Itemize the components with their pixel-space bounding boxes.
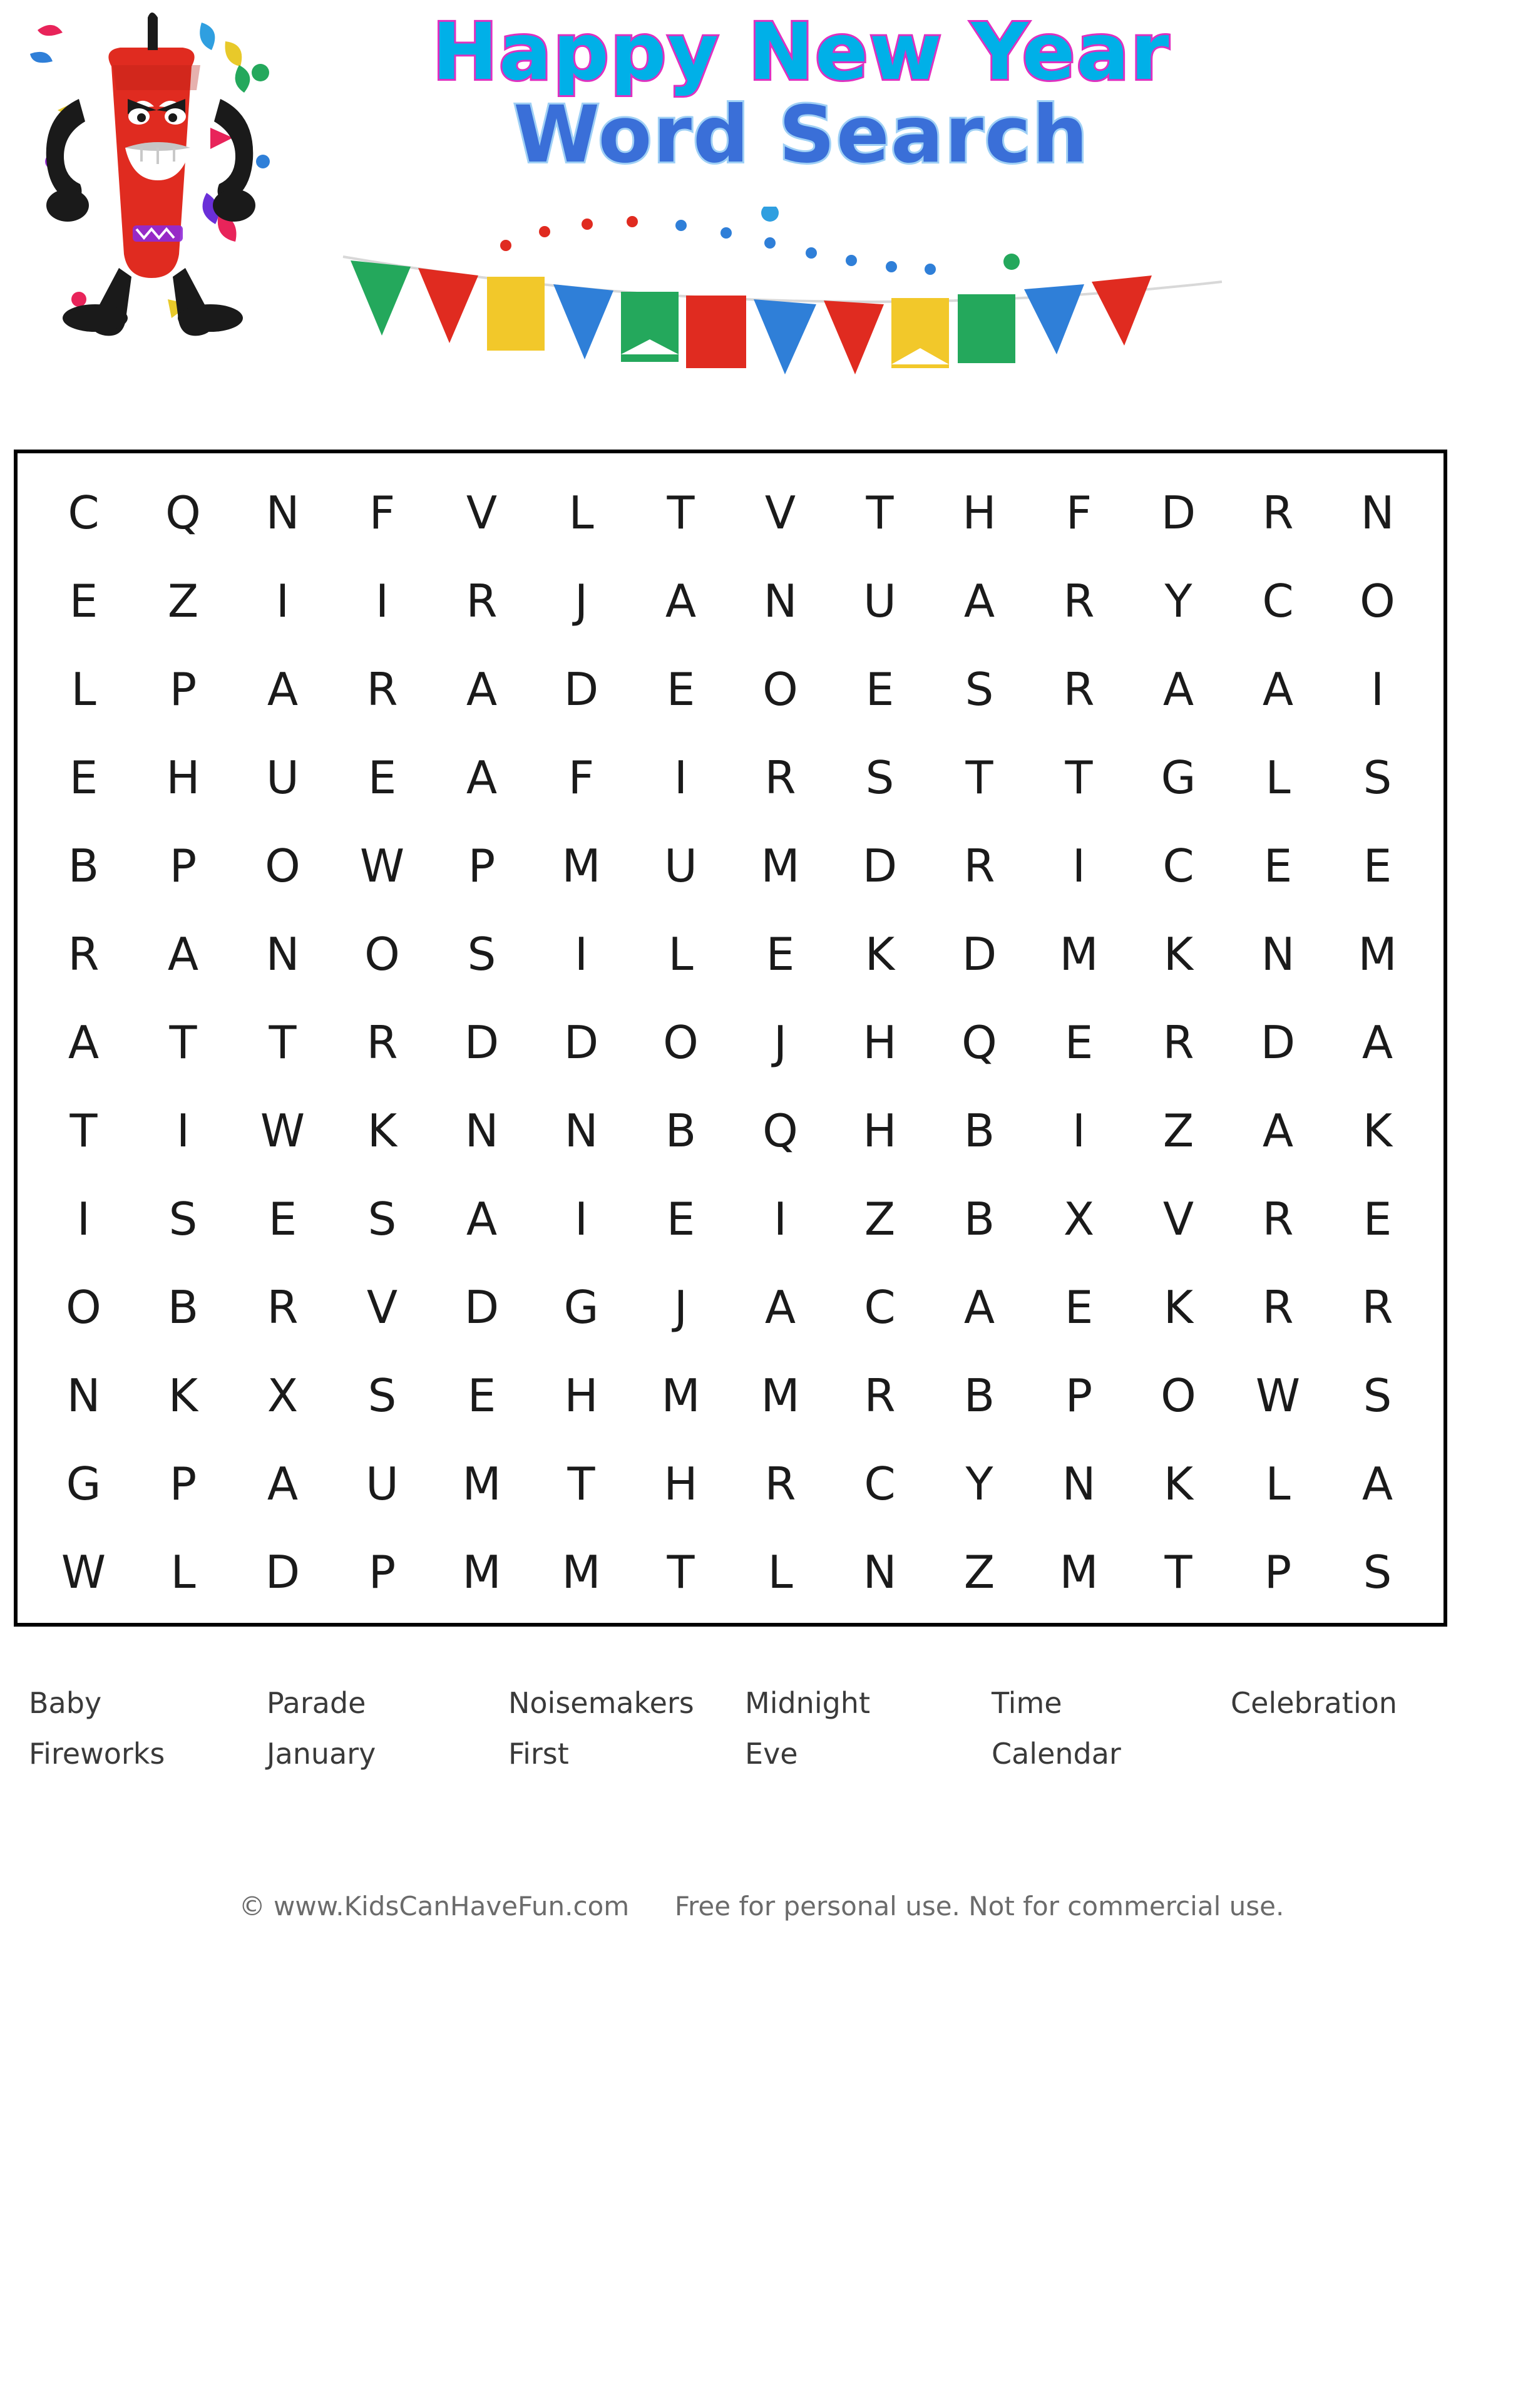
grid-cell-r2-c6[interactable]: J [574,574,588,627]
grid-cell-r7-c7[interactable]: O [663,1016,699,1069]
grid-cell-r4-c5[interactable]: A [466,751,498,804]
grid-cell-r8-c5[interactable]: N [464,1104,499,1158]
grid-cell-r8-c9[interactable]: H [863,1104,897,1158]
grid-cell-r2-c11[interactable]: R [1063,574,1095,627]
grid-cell-r6-c11[interactable]: M [1059,927,1099,980]
grid-cell-r12-c7[interactable]: H [664,1458,698,1511]
grid-cell-r2-c4[interactable]: I [375,574,389,627]
grid-cell-r5-c1[interactable]: B [68,839,100,892]
grid-cell-r3-c14[interactable]: I [1370,662,1385,716]
grid-cell-r1-c11[interactable]: F [1065,486,1092,539]
grid-cell-r8-c13[interactable]: A [1262,1104,1294,1158]
page-title-line-2: Word Search [513,89,1089,180]
page-title [332,7,1271,180]
grid-cell-r7-c10[interactable]: Q [961,1016,997,1069]
grid-cell-r6-c8[interactable]: E [766,927,795,980]
word-list-column-4 [745,1678,870,1779]
grid-cell-r7-c1[interactable]: A [68,1016,100,1069]
grid-cell-r8-c10[interactable]: B [963,1104,995,1158]
word-search-grid[interactable] [14,450,1447,1627]
grid-cell-r13-c14[interactable]: S [1363,1546,1392,1599]
grid-cell-r13-c1[interactable]: W [61,1546,106,1599]
grid-cell-r1-c4[interactable]: F [369,486,396,539]
grid-cell-r8-c2[interactable]: I [176,1104,190,1158]
grid-cell-r4-c10[interactable]: T [965,751,993,804]
grid-cell-r9-c13[interactable]: R [1262,1193,1294,1246]
grid-cell-r11-c10[interactable]: B [963,1369,995,1423]
word-list-column-1 [29,1678,165,1779]
grid-cell-r3-c10[interactable]: S [965,662,994,716]
grid-cell-r1-c12[interactable]: D [1161,486,1196,539]
grid-cell-r1-c10[interactable]: H [962,486,997,539]
grid-cell-r3-c7[interactable]: E [666,662,695,716]
grid-cell-r13-c12[interactable]: T [1164,1546,1192,1599]
grid-cell-r13-c10[interactable]: Z [963,1546,995,1599]
grid-cell-r7-c2[interactable]: T [169,1016,197,1069]
grid-cell-r4-c6[interactable]: F [568,751,595,804]
list-item: Calendar [992,1736,1121,1771]
grid-cell-r7-c5[interactable]: D [464,1016,500,1069]
grid-cell-r4-c7[interactable]: I [674,751,688,804]
grid-cell-r3-c9[interactable]: E [865,662,895,716]
grid-cell-r13-c11[interactable]: M [1059,1546,1099,1599]
grid-cell-r10-c9[interactable]: C [864,1281,896,1334]
word-list-column-3 [508,1678,694,1779]
grid-cell-r13-c13[interactable]: P [1264,1546,1292,1599]
grid-cell-r10-c2[interactable]: B [167,1281,199,1334]
copyright-text: © www.KidsCanHaveFun.com [238,1891,630,1922]
grid-cell-r10-c8[interactable]: A [764,1281,796,1334]
grid-cell-r13-c7[interactable]: T [667,1546,695,1599]
grid-cell-r12-c12[interactable]: K [1163,1458,1194,1511]
grid-cell-r10-c11[interactable]: E [1064,1281,1094,1334]
grid-cell-r11-c2[interactable]: K [168,1369,198,1423]
grid-cell-r13-c8[interactable]: L [767,1546,793,1599]
grid-cell-r5-c2[interactable]: P [169,839,197,892]
grid-cell-r3-c12[interactable]: A [1162,662,1194,716]
grid-cell-r11-c6[interactable]: H [564,1369,598,1423]
grid-cell-r9-c14[interactable]: E [1363,1193,1392,1246]
grid-cell-r13-c5[interactable]: M [462,1546,501,1599]
grid-cell-r3-c3[interactable]: A [267,662,299,716]
grid-cell-r9-c12[interactable]: V [1162,1193,1194,1246]
grid-cell-r10-c4[interactable]: V [366,1281,398,1334]
word-list-column-5 [992,1678,1121,1779]
grid-cell-r12-c6[interactable]: T [567,1458,595,1511]
grid-cell-r1-c3[interactable]: N [265,486,300,539]
grid-cell-r8-c12[interactable]: Z [1162,1104,1194,1158]
grid-cell-r8-c14[interactable]: K [1362,1104,1393,1158]
grid-cell-r6-c13[interactable]: N [1261,927,1295,980]
grid-cell-r10-c5[interactable]: D [464,1281,500,1334]
grid-cell-r10-c7[interactable]: J [674,1281,688,1334]
word-list-column-6 [1231,1678,1397,1729]
grid-cell-r9-c2[interactable]: S [168,1193,198,1246]
grid-cell-r12-c10[interactable]: Y [965,1458,993,1511]
grid-cell-r5-c7[interactable]: U [664,839,697,892]
grid-cell-r12-c1[interactable]: G [66,1458,101,1511]
grid-cell-r1-c14[interactable]: N [1360,486,1395,539]
grid-cell-r2-c5[interactable]: R [466,574,498,627]
grid-cell-r6-c9[interactable]: K [864,927,895,980]
grid-cell-r4-c3[interactable]: U [266,751,299,804]
grid-cell-r13-c4[interactable]: P [368,1546,396,1599]
grid-cell-r2-c3[interactable]: I [275,574,290,627]
grid-cell-r13-c9[interactable]: N [863,1546,897,1599]
grid-cell-r7-c6[interactable]: D [563,1016,599,1069]
grid-cell-r8-c11[interactable]: I [1072,1104,1086,1158]
grid-cell-r6-c14[interactable]: M [1358,927,1397,980]
grid-cell-r4-c1[interactable]: E [69,751,98,804]
grid-cell-r2-c12[interactable]: Y [1164,574,1192,627]
grid-cell-r4-c12[interactable]: G [1161,751,1196,804]
grid-cell-r2-c10[interactable]: A [963,574,995,627]
list-item: Baby [29,1686,102,1720]
grid-cell-r9-c9[interactable]: Z [864,1193,896,1246]
grid-cell-r6-c6[interactable]: I [574,927,588,980]
list-item: Fireworks [29,1736,165,1771]
grid-cell-r8-c1[interactable]: T [69,1104,98,1158]
grid-cell-r5-c3[interactable]: O [265,839,300,892]
grid-cell-r4-c8[interactable]: R [764,751,796,804]
grid-cell-r5-c8[interactable]: M [761,839,800,892]
grid-cell-r9-c6[interactable]: I [574,1193,588,1246]
grid-cell-r3-c8[interactable]: O [762,662,798,716]
grid-cell-r12-c8[interactable]: R [764,1458,796,1511]
grid-cell-r1-c5[interactable]: V [466,486,498,539]
list-item: Parade [267,1686,366,1720]
grid-cell-r5-c9[interactable]: D [862,839,898,892]
grid-cell-r5-c11[interactable]: I [1072,839,1086,892]
grid-cell-r9-c3[interactable]: E [268,1193,297,1246]
footer-credit [0,1891,1523,1922]
grid-cell-r11-c5[interactable]: E [467,1369,496,1423]
grid-cell-r10-c12[interactable]: K [1163,1281,1194,1334]
grid-cell-r11-c3[interactable]: X [267,1369,299,1423]
grid-cell-r4-c13[interactable]: L [1265,751,1291,804]
grid-cell-r7-c4[interactable]: R [366,1016,398,1069]
grid-cell-r9-c10[interactable]: B [963,1193,995,1246]
grid-cell-r7-c12[interactable]: R [1162,1016,1194,1069]
grid-cell-r11-c9[interactable]: R [864,1369,896,1423]
grid-cell-r3-c13[interactable]: A [1262,662,1294,716]
grid-cell-r13-c3[interactable]: D [265,1546,300,1599]
grid-cell-r1-c8[interactable]: V [764,486,796,539]
grid-cell-r4-c4[interactable]: E [367,751,397,804]
grid-cell-r9-c1[interactable]: I [76,1193,91,1246]
grid-cell-r13-c2[interactable]: L [170,1546,196,1599]
grid-cell-r12-c3[interactable]: A [267,1458,299,1511]
grid-cell-r7-c11[interactable]: E [1064,1016,1094,1069]
grid-cell-r1-c6[interactable]: L [568,486,594,539]
grid-cell-r5-c10[interactable]: R [963,839,995,892]
grid-cell-r5-c14[interactable]: E [1363,839,1392,892]
word-list-column-2 [267,1678,376,1779]
list-item: Midnight [745,1686,870,1720]
grid-cell-r4-c14[interactable]: S [1363,751,1392,804]
grid-cell-r3-c4[interactable]: R [366,662,398,716]
grid-cell-r6-c1[interactable]: R [68,927,100,980]
grid-cell-r10-c14[interactable]: R [1361,1281,1393,1334]
grid-cell-r12-c13[interactable]: L [1265,1458,1291,1511]
grid-cell-r7-c8[interactable]: J [773,1016,787,1069]
grid-cell-r11-c13[interactable]: W [1255,1369,1301,1423]
grid-cell-r4-c2[interactable]: H [166,751,200,804]
grid-cell-r6-c12[interactable]: K [1163,927,1194,980]
page-title-line-1: Happy New Year [432,7,1171,98]
party-bunting-icon [338,207,1227,376]
grid-cell-r2-c1[interactable]: E [69,574,98,627]
grid-cell-r10-c10[interactable]: A [963,1281,995,1334]
grid-cell-r9-c8[interactable]: I [773,1193,787,1246]
grid-cell-r12-c2[interactable]: P [169,1458,197,1511]
grid-cell-r1-c9[interactable]: T [866,486,894,539]
grid-cell-r10-c6[interactable]: G [563,1281,599,1334]
grid-cell-r1-c2[interactable]: Q [165,486,201,539]
grid-cell-r3-c11[interactable]: R [1063,662,1095,716]
grid-cell-r2-c7[interactable]: A [665,574,697,627]
list-item: Noisemakers [508,1686,694,1720]
grid-cell-r5-c6[interactable]: M [562,839,601,892]
list-item: First [508,1736,569,1771]
grid-cell-r1-c13[interactable]: R [1262,486,1294,539]
grid-cell-r3-c6[interactable]: D [563,662,599,716]
grid-cell-r8-c7[interactable]: B [665,1104,697,1158]
grid-cell-r2-c9[interactable]: U [863,574,896,627]
list-item: Time [992,1686,1062,1720]
list-item: Eve [745,1736,798,1771]
page-header [0,0,1523,419]
grid-cell-r11-c12[interactable]: O [1161,1369,1196,1423]
grid-cell-r6-c4[interactable]: O [364,927,400,980]
grid-cell-r9-c4[interactable]: S [367,1193,397,1246]
grid-cell-r1-c7[interactable]: T [667,486,695,539]
grid-cell-r6-c2[interactable]: A [167,927,199,980]
grid-cell-r11-c7[interactable]: M [661,1369,700,1423]
grid-cell-r13-c6[interactable]: M [562,1546,601,1599]
grid-cell-r7-c14[interactable]: A [1361,1016,1393,1069]
grid-cell-r11-c1[interactable]: N [66,1369,101,1423]
grid-cell-r2-c8[interactable]: N [763,574,797,627]
grid-cell-r11-c11[interactable]: P [1065,1369,1093,1423]
noisemaker-horn-mascot-icon [19,5,294,343]
grid-cell-r2-c2[interactable]: Z [167,574,199,627]
grid-cell-r6-c3[interactable]: N [265,927,300,980]
grid-cell-r2-c14[interactable]: O [1360,574,1395,627]
list-item: Celebration [1231,1686,1397,1720]
grid-cell-r4-c9[interactable]: S [865,751,895,804]
grid-cell-r3-c1[interactable]: L [71,662,96,716]
grid-cell-r8-c4[interactable]: K [367,1104,397,1158]
grid-cell-r8-c8[interactable]: Q [762,1104,798,1158]
grid-cell-r5-c13[interactable]: E [1263,839,1293,892]
grid-cell-r5-c5[interactable]: P [468,839,496,892]
grid-cell-r8-c3[interactable]: W [260,1104,305,1158]
usage-text: Free for personal use. Not for commercial use. [674,1891,1285,1922]
grid-cell-r2-c13[interactable]: C [1262,574,1294,627]
grid-cell-r9-c5[interactable]: A [466,1193,498,1246]
grid-cell-r10-c13[interactable]: R [1262,1281,1294,1334]
grid-cell-r11-c8[interactable]: M [761,1369,800,1423]
grid-cell-r4-c11[interactable]: T [1065,751,1093,804]
grid-cell-r9-c11[interactable]: X [1063,1193,1095,1246]
grid-cell-r5-c4[interactable]: W [359,839,405,892]
grid-cell-r11-c14[interactable]: S [1363,1369,1392,1423]
grid-cell-r12-c5[interactable]: M [462,1458,501,1511]
grid-cell-r3-c5[interactable]: A [466,662,498,716]
grid-cell-r12-c11[interactable]: N [1062,1458,1096,1511]
grid-cell-r7-c9[interactable]: H [863,1016,897,1069]
grid-cell-r6-c10[interactable]: D [961,927,997,980]
grid-cell-r7-c13[interactable]: D [1260,1016,1296,1069]
grid-cell-r11-c4[interactable]: S [367,1369,397,1423]
grid-cell-r9-c7[interactable]: E [666,1193,695,1246]
grid-cell-r12-c9[interactable]: C [864,1458,896,1511]
grid-cell-r12-c4[interactable]: U [366,1458,399,1511]
grid-cell-r8-c6[interactable]: N [564,1104,598,1158]
word-list [14,1678,1447,1803]
grid-cell-r10-c1[interactable]: O [66,1281,101,1334]
grid-cell-r12-c14[interactable]: A [1361,1458,1393,1511]
grid-cell-r1-c1[interactable]: C [68,486,100,539]
grid-cell-r6-c5[interactable]: S [467,927,496,980]
grid-cell-r10-c3[interactable]: R [267,1281,299,1334]
grid-cell-r6-c7[interactable]: L [668,927,694,980]
grid-cell-r5-c12[interactable]: C [1162,839,1194,892]
list-item: January [267,1736,376,1771]
grid-cell-r7-c3[interactable]: T [269,1016,297,1069]
grid-cell-r3-c2[interactable]: P [169,662,197,716]
